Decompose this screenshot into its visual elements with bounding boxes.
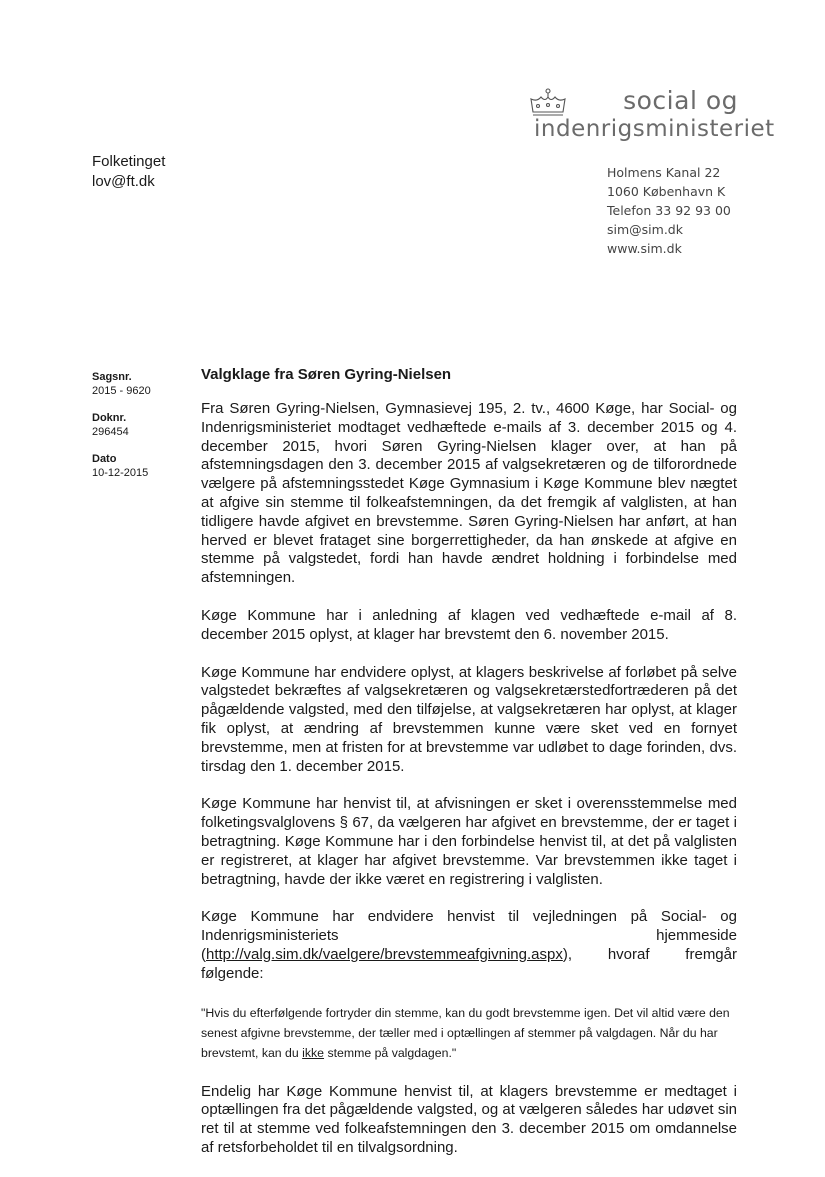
address-web: www.sim.dk [607, 241, 682, 256]
document-meta [92, 370, 151, 493]
paragraph-6: Endelig har Køge Kommune henvist til, at klagers brevstemme er medtaget i optællingen fra det pågældende valgsted, og at vælgeren således har udøvet sin ret til at stemme ved folkeafstemningen den 3. december 2015 om omdannelse af retsforbeholdet til en tilvalgsordning. [201, 1082, 737, 1156]
dato-value: 10-12-2015 [92, 467, 149, 479]
sagsnr-value: 2015 - 9620 [92, 385, 151, 397]
guidance-link[interactable]: http://valg.sim.dk/vaelgere/brevstemmeafgivning.aspx [206, 945, 563, 963]
address-phone: Telefon 33 92 93 00 [607, 203, 731, 218]
recipient-email: lov@ft.dk [92, 173, 155, 190]
logo-text-line1: social og [623, 86, 738, 115]
quote-text-end: stemme på valgdagen." [324, 1045, 457, 1060]
paragraph-3: Køge Kommune har endvidere oplyst, at klagers beskrivelse af forløbet på selve valgstedet bekræftes af valgsekretæren og valgsekretærstedfortræderen på det pågældende valgsted, med den tilføjelse, at valgsekretæren har oplyst, at klager fik oplyst, at ændring af brevstemmen kunne være sket ved en fornyet brevstemme, men at fristen for at brevstemme var udløbet to dage forinden, dvs. tirsdag den 1. december 2015. [201, 663, 737, 775]
paragraph-1: Fra Søren Gyring-Nielsen, Gymnasievej 195, 2. tv., 4600 Køge, har Social- og Indenrigsministeriet modtaget vedhæftede e-mails af 3. december 2015 og 4. december 2015, hvori Søren Gyring-Nielsen klager over, at han på afstemningsdagen den 3. december 2015 af valgsekretæren og de tilforordnede vælgere på afstemningsstedet Køge Gymnasium i Køge Kommune blev nægtet at afgive sin stemme til folkeafstemningen, da det fremgik af valglisten, at han tidligere havde afgivet en brevstemme. Søren Gyring-Nielsen har anført, at han herved er blevet frataget sine borgerrettigheder, da han ønskede at afgive en stemme på valgstedet, fordi han havde ændret holdning i forbindelse med afstemningen. [201, 400, 737, 587]
ministry-logo [528, 86, 775, 146]
quote-underlined-word: ikke [302, 1045, 325, 1060]
doknr-value: 296454 [92, 426, 129, 438]
sagsnr-label: Sagsnr. [92, 371, 132, 383]
paragraph-4: Køge Kommune har henvist til, at afvisningen er sket i overensstemmelse med folketingsvalglovens § 67, da vælgeren har afgivet en brevstemme, der er taget i betragtning. Køge Kommune har i den forbindelse henvist til, at det på valglisten er registreret, at klager har afgivet brevstemme. Var brevstemmen ikke taget i betragtning, havde der ikke været en registrering i valglisten. [201, 795, 737, 888]
paragraph-2: Køge Kommune har i anledning af klagen ved vedhæftede e-mail af 8. december 2015 oplyst, at klager har brevstemt den 6. november 2015. [201, 606, 737, 643]
paragraph-5-text-start: Køge Kommune har endvidere henvist til vejledningen på Social- og Indenrigsministeriets hjemmeside ( [201, 908, 737, 963]
address-email: sim@sim.dk [607, 222, 683, 237]
sender-address [607, 163, 731, 258]
doknr-label: Doknr. [92, 412, 127, 424]
paragraph-5-text-end: ), hvoraf fremgår følgende: [201, 945, 737, 982]
recipient-name: Folketinget [92, 153, 166, 170]
logo-text-line2: indenrigsministeriet [534, 116, 775, 142]
quote [201, 1003, 737, 1063]
letter-body [201, 400, 737, 1177]
address-city: 1060 København K [607, 184, 726, 199]
paragraph-5 [201, 908, 737, 983]
recipient-block [92, 152, 165, 192]
address-street: Holmens Kanal 22 [607, 165, 721, 180]
letter-title: Valgklage fra Søren Gyring-Nielsen [201, 366, 452, 383]
dato-label: Dato [92, 453, 117, 465]
quote-text-start: "Hvis du efterfølgende fortryder din stemme, kan du godt brevstemme igen. Det vil altid være den senest afgivne brevstemme, der tæller med i optællingen af stemmer på valgdagen. Når du har brevstemt, kan du [201, 1005, 730, 1060]
crown-icon [528, 88, 568, 118]
